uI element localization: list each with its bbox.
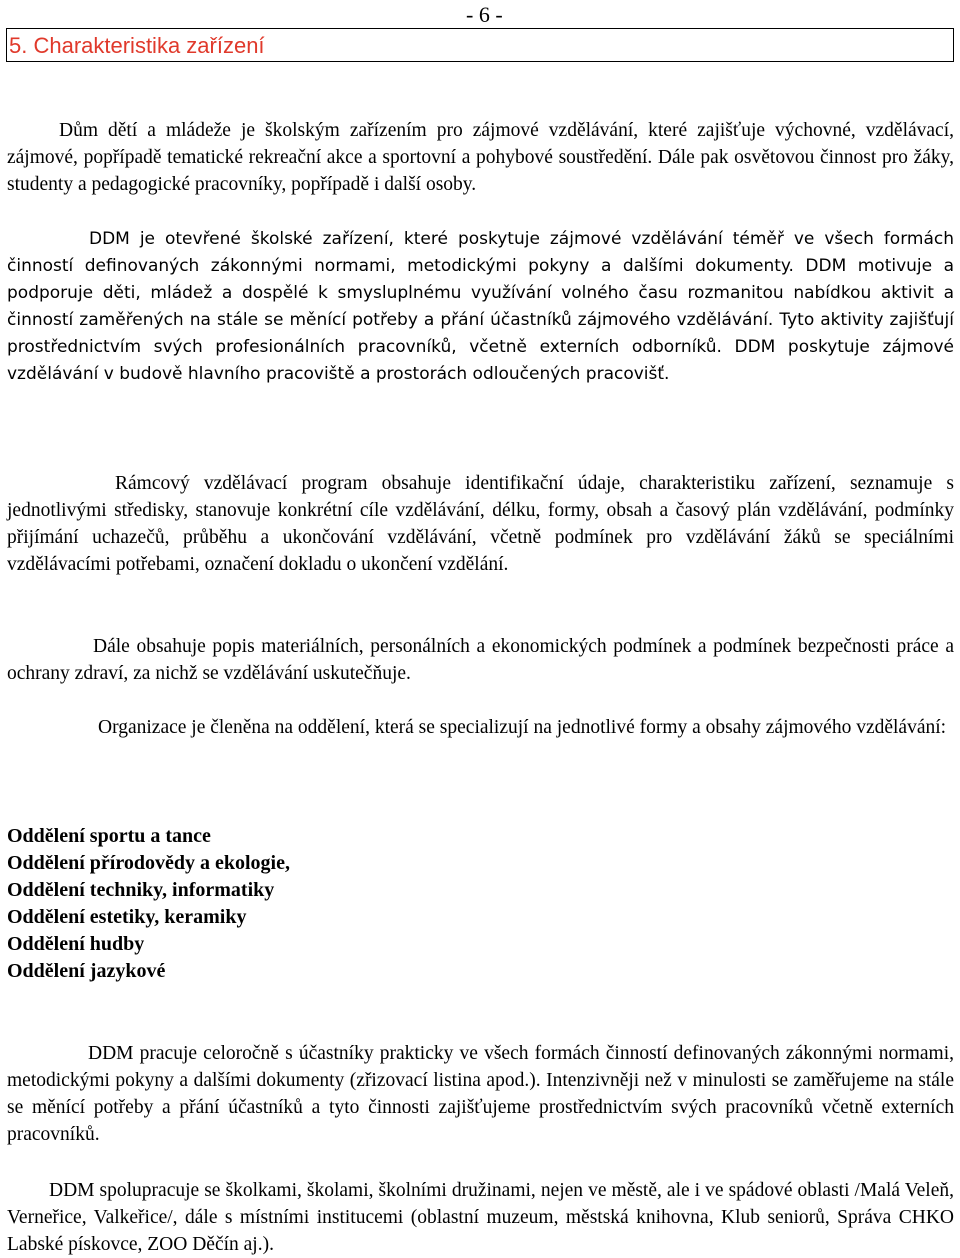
cooperation-paragraph: DDM spolupracuje se školkami, školami, školními družinami, nejen ve městě, ale i ve spádové oblasti /Malá Veleň, Verneřice, Valkeřice/, dále s místními institucemi (oblastní muzeum, městská knihovna, Klub seniorů, Správa CHKO Labské pískovce, ZOO Děčín aj.). bbox=[7, 1180, 954, 1255]
department-item: Oddělení estetiky, keramiky bbox=[7, 906, 247, 928]
section-title: 5. Charakteristika zařízení bbox=[9, 33, 265, 58]
department-item: Oddělení hudby bbox=[7, 933, 145, 955]
department-item: Oddělení techniky, informatiky bbox=[7, 879, 275, 901]
intro-paragraph: Dům dětí a mládeže je školským zařízením pro zájmové vzdělávání, které zajišťuje výchovné, vzdělávací, zájmové, popřípadě tematické rekreační akce a sportovní a pohybové soustředění. Dále pak osvětovou činnost pro žáky, studenty a pedagogické pracovníky, popřípadě i další osoby. bbox=[7, 120, 954, 195]
program-paragraph: Rámcový vzdělávací program obsahuje identifikační údaje, charakteristiku zařízení, seznamuje s jednotlivými středisky, stanovuje konkrétní cíle vzdělávání, délku, formy, obsah a časový plán vzdělávání, podmínky přijímání uchazečů, průběhu a ukončování vzdělávání, včetně podmínek pro vzdělávání žáků se speciálními vzdělávacími potřebami, označení dokladu o ukončení vzdělání. bbox=[7, 473, 954, 575]
department-list bbox=[7, 823, 290, 985]
department-item: Oddělení přírodovědy a ekologie, bbox=[7, 852, 290, 874]
conditions-paragraph: Dále obsahuje popis materiálních, personálních a ekonomických podmínek a podmínek bezpečnosti práce a ochrany zdraví, za nichž se vzdělávání uskutečňuje. bbox=[7, 636, 954, 684]
ddm-description-paragraph: DDM je otevřené školské zařízení, které poskytuje zájmové vzdělávání téměř ve všech formách činností definovaných zákonnými normami, metodickými pokyny a dalšími dokumenty. DDM motivuje a podporuje děti, mládež a dospělé k smysluplnému využívání volného času rozmanitou nabídkou aktivit a činností zaměřených na stále se měnící potřeby a přání účastníků zájmového vzdělávání. Tyto aktivity zajišťují prostřednictvím svých profesionálních pracovníků, včetně externích odborníků. DDM poskytuje zájmové vzdělávání v budově hlavního pracoviště a prostorách odloučených pracovišť. bbox=[7, 229, 954, 384]
organization-paragraph: Organizace je členěna na oddělení, která se specializují na jednotlivé formy a obsahy zájmového vzdělávání: bbox=[98, 717, 947, 738]
page-number: - 6 - bbox=[466, 2, 503, 27]
department-item: Oddělení jazykové bbox=[7, 960, 166, 982]
department-item: Oddělení sportu a tance bbox=[7, 825, 211, 847]
year-round-paragraph: DDM pracuje celoročně s účastníky prakticky ve všech formách činností definovaných zákonnými normami, metodickými pokyny a dalšími dokumenty (zřizovací listina apod.). Intenzivněji než v minulosti se zaměřujeme na stále se měnící potřeby a přání účastníků a tyto činnosti zajišťujeme prostřednictvím svých pracovníků včetně externích pracovníků. bbox=[7, 1043, 954, 1145]
section-heading-box bbox=[6, 28, 954, 62]
